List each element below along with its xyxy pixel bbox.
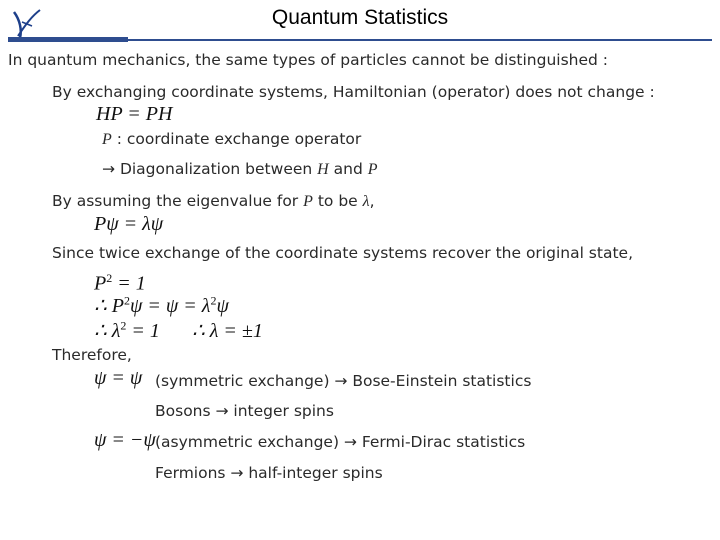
h-symbol: H (317, 161, 329, 178)
title-rule (8, 39, 712, 41)
lambda-squared-equation: ∴ $\lambda^2 = 1$ (94, 318, 160, 342)
commute-equation: HP = PH (96, 103, 173, 125)
bosons-text: Bosons → integer spins (155, 402, 334, 420)
asymmetric-equation: ψ = −ψ (94, 429, 156, 451)
fermions-text: Fermions → half-integer spins (155, 464, 383, 482)
p-symbol-2: P (367, 161, 378, 178)
symmetric-equation: ψ = ψ (94, 367, 143, 389)
lambda-symbol: λ (362, 193, 370, 210)
eigen-mid: to be (317, 192, 358, 210)
p-symbol-3: P (303, 193, 313, 210)
lambda-result-equation: ∴ λ = ±1 (192, 320, 263, 342)
and-text: and (333, 160, 363, 178)
therefore-text: Therefore, (52, 346, 132, 364)
eigen-equation: Pψ = λψ (94, 213, 164, 235)
eigen-suffix: , (369, 192, 375, 210)
arrow-icon: → (102, 160, 115, 178)
asymmetric-description: (asymmetric exchange) → Fermi-Dirac statistics (155, 433, 526, 451)
diag-text: Diagonalization between (119, 160, 313, 178)
p-definition (102, 130, 361, 149)
page-title: Quantum Statistics (271, 6, 449, 29)
diagonalization-line (102, 160, 378, 179)
p-squared-equation: $P^2 = 1$ (94, 271, 146, 295)
exchange-line: By exchanging coordinate systems, Hamiltonian (operator) does not change : (52, 83, 655, 101)
symmetric-description: (symmetric exchange) → Bose-Einstein statistics (155, 372, 532, 390)
intro-text: In quantum mechanics, the same types of particles cannot be distinguished : (8, 51, 609, 69)
twice-exchange-line: Since twice exchange of the coordinate systems recover the original state, (52, 244, 634, 262)
p-symbol: P (102, 131, 112, 148)
eigenvalue-line (52, 192, 375, 211)
p-description: : coordinate exchange operator (116, 130, 362, 148)
eigen-prefix: By assuming the eigenvalue for (52, 192, 299, 210)
p-squared-psi-equation: ∴ $P^2\psi = \psi = \lambda^2\psi$ (94, 293, 229, 317)
